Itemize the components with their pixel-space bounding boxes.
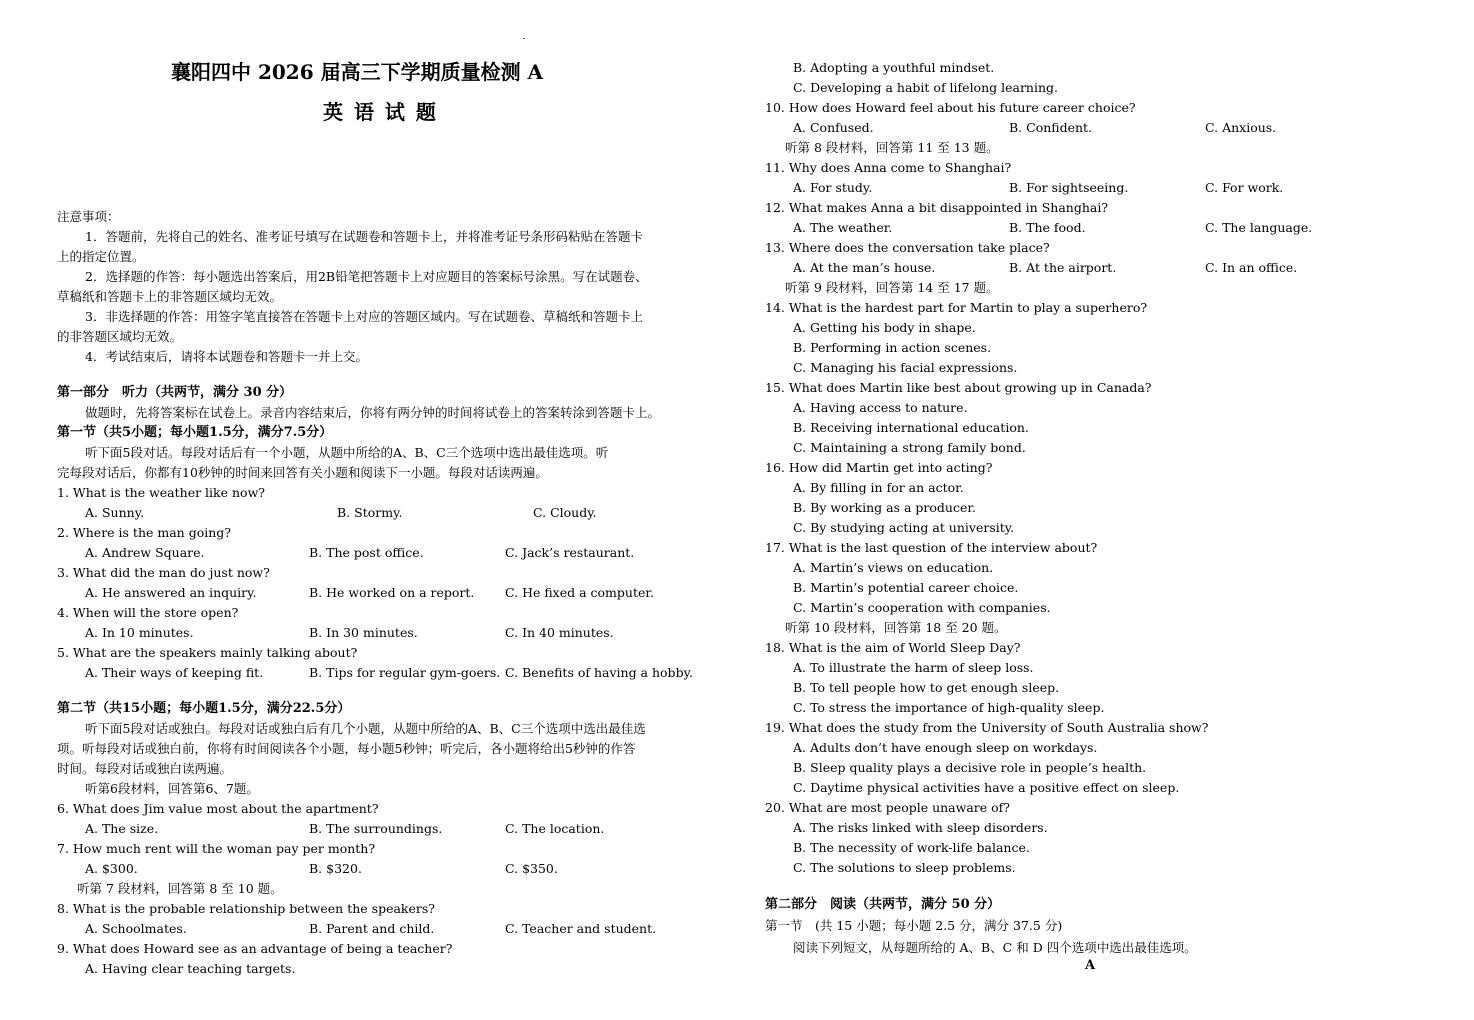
question-stem: 9. What does Howard see as an advantage of being a teacher? (57, 941, 453, 956)
question-stem: 17. What is the last question of the interview about? (765, 540, 1098, 555)
option-b: B. The food. (1009, 220, 1086, 235)
option-b: B. Receiving international education. (793, 420, 1029, 435)
option-b: B. He worked on a report. (309, 585, 475, 600)
option-a: A. Getting his body in shape. (793, 320, 976, 335)
option-a: A. $300. (85, 861, 138, 876)
part1-sec2-intro-cont: 时间。每段对话或独白读两遍。 (57, 761, 233, 776)
option-b: B. Tips for regular gym-goers. (309, 665, 501, 680)
option-a: A. By filling in for an actor. (793, 480, 964, 495)
option-c: C. To stress the importance of high-quality sleep. (793, 700, 1105, 715)
option-c: C. Anxious. (1205, 120, 1277, 135)
question-stem: 8. What is the probable relationship between the speakers? (57, 901, 435, 916)
notice-heading: 注意事项： (57, 209, 120, 224)
option-b: B. Sleep quality plays a decisive role in people’s health. (793, 760, 1147, 775)
notice-item-3-cont: 的非答题区域均无效。 (57, 329, 183, 344)
page-mark (523, 38, 525, 39)
option-a: A. Confused. (793, 120, 874, 135)
option-a: A. Schoolmates. (85, 921, 187, 936)
option-c: C. The solutions to sleep problems. (793, 860, 1016, 875)
question-stem: 12. What makes Anna a bit disappointed in Shanghai? (765, 200, 1109, 215)
notice-item-2: 2．选择题的作答：每小题选出答案后，用2B铅笔把答题卡上对应题目的答案标号涂黑。写在试题卷、 (85, 269, 648, 284)
notice-item-2-cont: 草稿纸和答题卡上的非答题区域均无效。 (57, 289, 283, 304)
question-stem: 3. What did the man do just now? (57, 565, 270, 580)
option-a: A. The risks linked with sleep disorders. (793, 820, 1048, 835)
question-stem: 7. How much rent will the woman pay per month? (57, 841, 376, 856)
option-c: C. Teacher and student. (505, 921, 657, 936)
question-stem: 19. What does the study from the University of South Australia show? (765, 720, 1209, 735)
exam-title: 襄阳四中 2026 届高三下学期质量检测 A (171, 60, 544, 84)
option-a: A. At the man’s house. (793, 260, 936, 275)
option-a: A. Martin’s views on education. (793, 560, 994, 575)
part1-sec2-intro: 听下面5段对话或独白。每段对话或独白后有几个小题，从题中所给的A、B、C三个选项中选出最佳选 (85, 721, 646, 736)
segment-instruction: 听第6段材料，回答第6、7题。 (85, 781, 259, 796)
question-stem: 5. What are the speakers mainly talking about? (57, 645, 358, 660)
passage-label: A (1085, 958, 1096, 973)
option-c: C. Managing his facial expressions. (793, 360, 1018, 375)
question-stem: 11. Why does Anna come to Shanghai? (765, 160, 1012, 175)
option-c: C. Daytime physical activities have a positive effect on sleep. (793, 780, 1180, 795)
notice-item-3: 3．非选择题的作答：用签字笔直接答在答题卡上对应的答题区域内。写在试题卷、草稿纸和答题卡上 (85, 309, 643, 324)
option-b: B. To tell people how to get enough sleep. (793, 680, 1060, 695)
option-a: A. In 10 minutes. (85, 625, 194, 640)
exam-subject: 英 语 试 题 (323, 100, 438, 124)
option-b: B. At the airport. (1009, 260, 1117, 275)
part1-intro: 做题时，先将答案标在试卷上。录音内容结束后，你将有两分钟的时间将试卷上的答案转涂到答题卡上。 (85, 405, 661, 420)
segment-instruction: 听第 7 段材料，回答第 8 至 10 题。 (77, 881, 283, 896)
option-c: C. Cloudy. (533, 505, 597, 520)
option-c: C. The language. (1205, 220, 1313, 235)
option-c: C. In 40 minutes. (505, 625, 614, 640)
segment-instruction: 听第 10 段材料，回答第 18 至 20 题。 (785, 620, 1007, 635)
notice-item-1-cont: 上的指定位置。 (57, 249, 145, 264)
option-b: B. In 30 minutes. (309, 625, 418, 640)
question-stem: 1. What is the weather like now? (57, 485, 265, 500)
option-a: A. Andrew Square. (85, 545, 205, 560)
option-c: C. Maintaining a strong family bond. (793, 440, 1026, 455)
option-b: B. Confident. (1009, 120, 1093, 135)
option-b: B. Martin’s potential career choice. (793, 580, 1019, 595)
notice-item-4: 4．考试结束后，请将本试题卷和答题卡一并上交。 (85, 349, 368, 364)
option-a: A. Adults don’t have enough sleep on workdays. (793, 740, 1098, 755)
question-stem: 15. What does Martin like best about growing up in Canada? (765, 380, 1152, 395)
question-stem: 6. What does Jim value most about the apartment? (57, 801, 379, 816)
option-a: A. Their ways of keeping fit. (85, 665, 264, 680)
option-b: B. $320. (309, 861, 362, 876)
option-a: A. Sunny. (85, 505, 145, 520)
question-stem: 20. What are most people unaware of? (765, 800, 1010, 815)
question-stem: 16. How did Martin get into acting? (765, 460, 993, 475)
option-b: B. For sightseeing. (1009, 180, 1129, 195)
question-stem: 4. When will the store open? (57, 605, 239, 620)
question-stem: 10. How does Howard feel about his future career choice? (765, 100, 1136, 115)
part1-sec2-intro-cont: 项。听每段对话或独白前，你将有时间阅读各个小题，每小题5秒钟；听完后，各小题将给出5秒钟的作答 (57, 741, 636, 756)
part1-sec2-heading: 第二节（共15小题；每小题1.5分，满分22.5分） (57, 701, 351, 716)
option-b: B. Stormy. (337, 505, 403, 520)
part1-heading: 第一部分 听力（共两节，满分 30 分） (57, 385, 293, 400)
option-b: B. The post office. (309, 545, 424, 560)
option-c: C. Jack’s restaurant. (505, 545, 635, 560)
option-c: C. Martin’s cooperation with companies. (793, 600, 1051, 615)
option-a: A. For study. (793, 180, 873, 195)
part1-sec1-intro: 听下面5段对话。每段对话后有一个小题，从题中所给的A、B、C三个选项中选出最佳选项。听 (85, 445, 609, 460)
option-c: C. $350. (505, 861, 558, 876)
segment-instruction: 听第 8 段材料，回答第 11 至 13 题。 (785, 140, 999, 155)
option-b: B. The necessity of work-life balance. (793, 840, 1030, 855)
question-stem: 14. What is the hardest part for Martin to play a superhero? (765, 300, 1148, 315)
option-c: C. Benefits of having a hobby. (505, 665, 693, 680)
option-c: C. By studying acting at university. (793, 520, 1015, 535)
option-a: A. The weather. (793, 220, 893, 235)
option-b: B. Parent and child. (309, 921, 435, 936)
part2-sec1-intro: 阅读下列短文，从每题所给的 A、B、C 和 D 四个选项中选出最佳选项。 (793, 940, 1197, 955)
option-a: A. He answered an inquiry. (85, 585, 257, 600)
option-a: A. Having access to nature. (793, 400, 968, 415)
question-stem: 2. Where is the man going? (57, 525, 231, 540)
notice-item-1: 1．答题前，先将自己的姓名、准考证号填写在试题卷和答题卡上，并将准考证号条形码粘贴在答题卡 (85, 229, 643, 244)
segment-instruction: 听第 9 段材料，回答第 14 至 17 题。 (785, 280, 999, 295)
question-stem: 18. What is the aim of World Sleep Day? (765, 640, 1021, 655)
part1-sec1-intro-cont: 完每段对话后，你都有10秒钟的时间来回答有关小题和阅读下一小题。每段对话读两遍。 (57, 465, 548, 480)
option-c: C. The location. (505, 821, 605, 836)
option-c: C. He fixed a computer. (505, 585, 654, 600)
option-b: B. The surroundings. (309, 821, 443, 836)
option-b: B. Adopting a youthful mindset. (793, 60, 995, 75)
part2-sec1-heading: 第一节 (共 15 小题；每小题 2.5 分，满分 37.5 分) (765, 918, 1063, 933)
part2-heading: 第二部分 阅读（共两节，满分 50 分） (765, 897, 1001, 912)
question-stem: 13. Where does the conversation take place? (765, 240, 1050, 255)
option-a: A. To illustrate the harm of sleep loss. (793, 660, 1034, 675)
option-b: B. By working as a producer. (793, 500, 976, 515)
option-c: C. Developing a habit of lifelong learning. (793, 80, 1059, 95)
part1-sec1-heading: 第一节（共5小题；每小题1.5分，满分7.5分） (57, 425, 333, 440)
option-a: A. The size. (85, 821, 159, 836)
option-b: B. Performing in action scenes. (793, 340, 992, 355)
option-a: A. Having clear teaching targets. (85, 961, 296, 976)
option-c: C. For work. (1205, 180, 1284, 195)
option-c: C. In an office. (1205, 260, 1298, 275)
